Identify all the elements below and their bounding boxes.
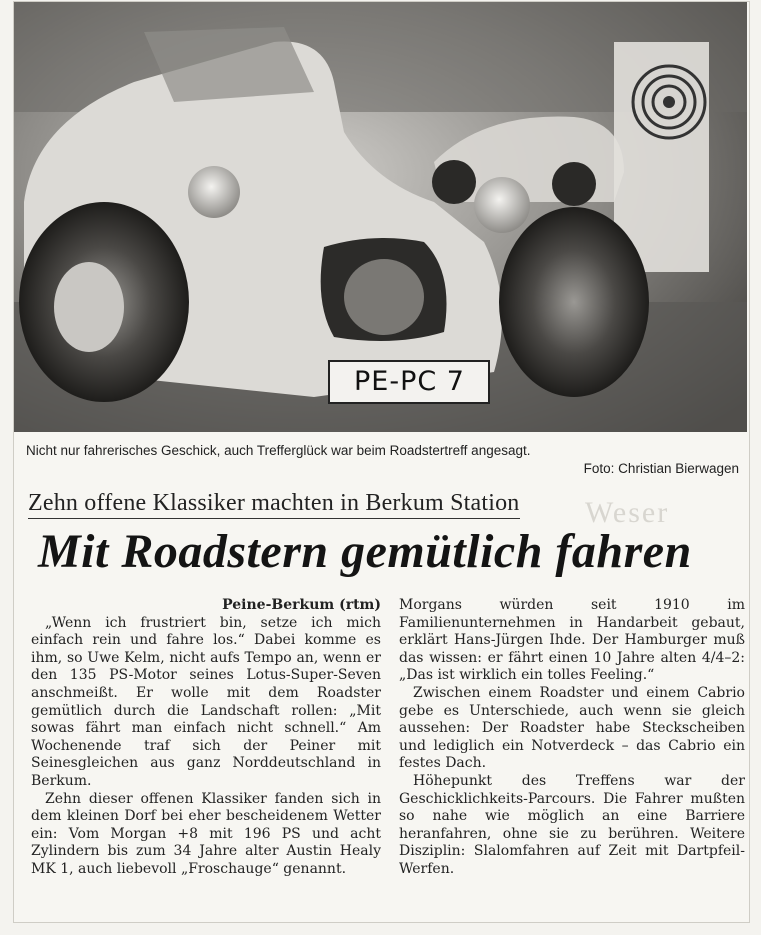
article-photo — [14, 2, 747, 432]
article-dateline: Peine-Berkum (rtm) — [222, 597, 381, 613]
article-column-2 — [399, 597, 745, 879]
photo-caption: Nicht nur fahrerisches Geschick, auch Trefferglück war beim Roadstertreff angesagt. — [26, 443, 531, 458]
article-kicker: Zehn offene Klassiker machten in Berkum Station — [28, 490, 520, 519]
article-column-1 — [31, 597, 381, 879]
bleed-through-text: Weser — [585, 496, 670, 529]
paragraph: Zehn dieser offenen Klassiker fanden sich in dem kleinen Dorf bei eher bescheidenem Wetter ein: Vom Morgan +8 mit 196 PS und acht Zylindern bis zum 34 Jahre alter Austin Healy MK 1, auch liebevoll „Froschauge“ genannt. — [31, 790, 381, 877]
photo-credit: Foto: Christian Bierwagen — [583, 461, 739, 476]
paragraph: Morgans würden seit 1910 im Familienunternehmen in Handarbeit gebaut, erklärt Hans-Jürgen Ihde. Der Hamburger muß das wissen: er fährt einen 10 Jahre alten 4/4–2: „Das ist wirklich ein tolles Feeling.“ — [399, 597, 745, 684]
article-headline: Mit Roadstern gemütlich fahren — [38, 525, 692, 578]
paragraph: „Wenn ich frustriert bin, setze ich mich einfach rein und fahre los.“ Dabei komme es ihm, so Uwe Kelm, nicht aufs Tempo an, wenn er den 135 PS-Motor seines Lotus-Super-Seven anschmeißt. Er wolle mit dem Roadster gemütlich durch die Landschaft rollen: „Mit sowas fährt man einfach nicht schnell.“ Am Wochenende traf sich der Peiner mit Seinesgleichen aus ganz Norddeutschland in Berkum. — [31, 614, 381, 789]
license-plate-text: PE-PC 7 — [354, 366, 465, 397]
paragraph: Höhepunkt des Treffens war der Geschicklichkeits-Parcours. Die Fahrer mußten so nahe wie möglich an eine Barriere heranfahren, ohne sie zu berühren. Weitere Disziplin: Slalomfahren auf Zeit mit Dartpfeil-Werfen. — [399, 772, 745, 877]
paragraph: Zwischen einem Roadster und einem Cabrio gebe es Unterschiede, auch wenn sie gleich aussehen: Der Roadster habe Steckscheiben und lediglich ein Notverdeck – das Cabrio ein festes Dach. — [399, 684, 745, 772]
